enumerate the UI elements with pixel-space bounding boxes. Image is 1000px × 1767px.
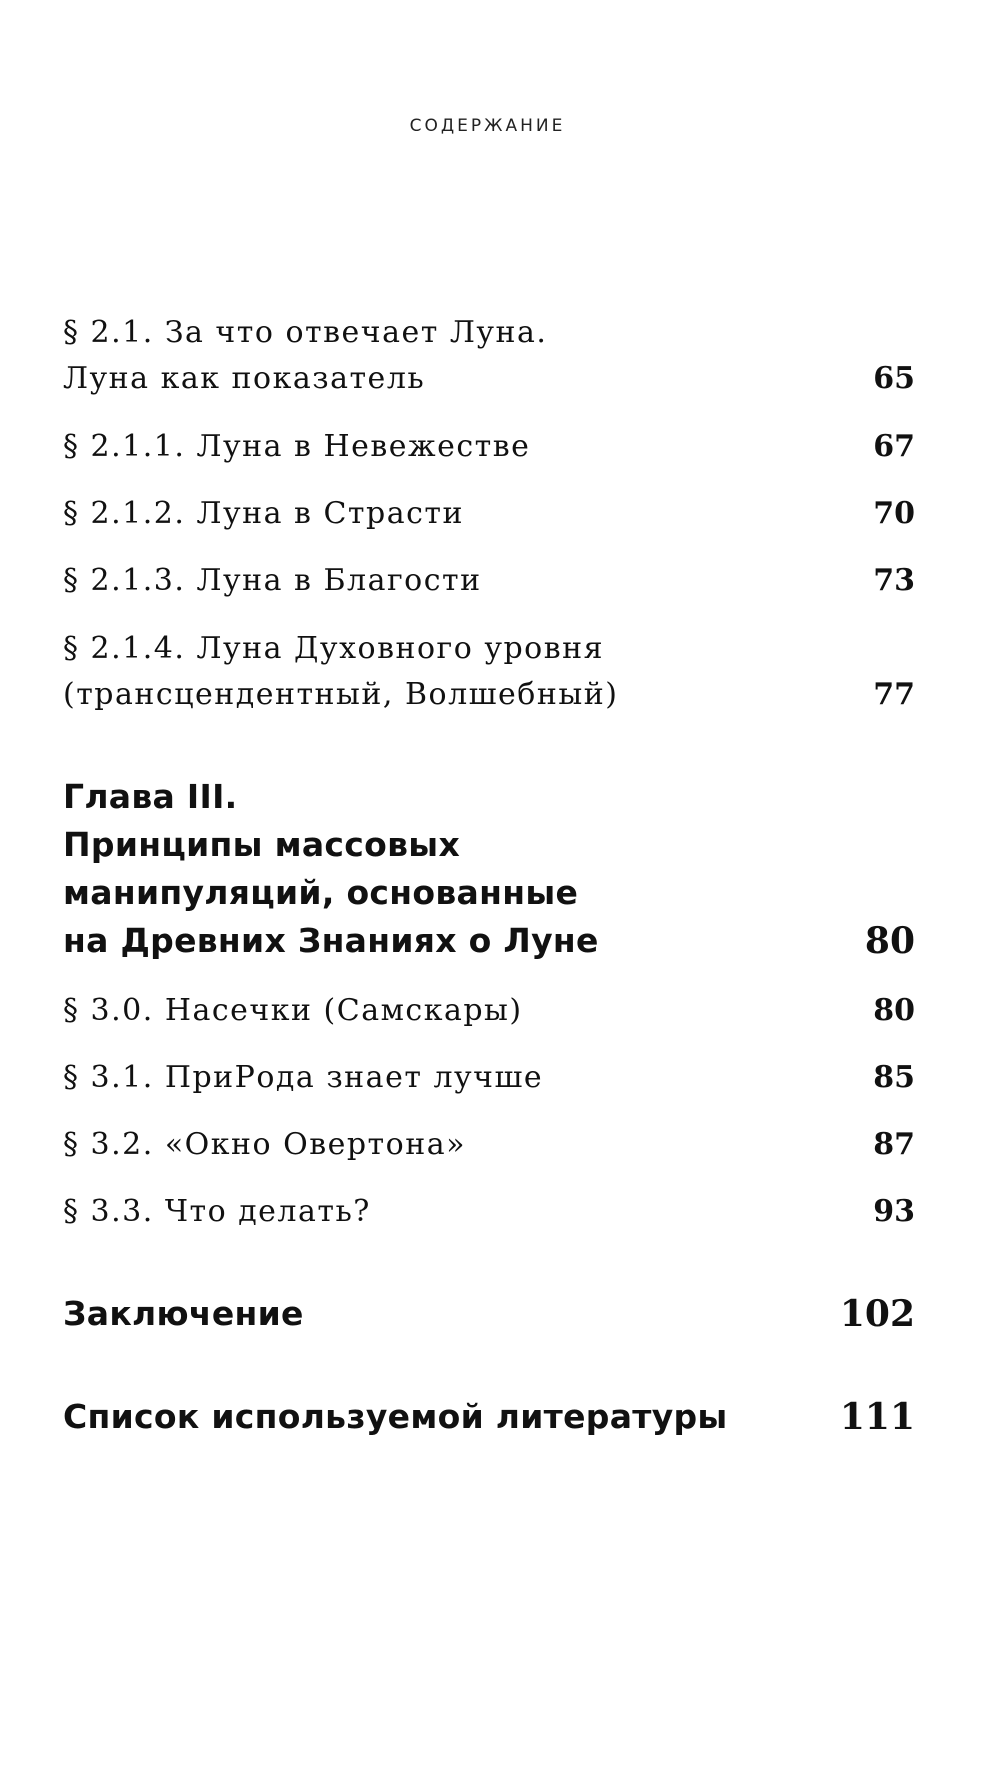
toc-entry-title: § 2.1.4. Луна Духовного уровня (трансцендентный, Волшебный) [63,631,619,712]
running-header: СОДЕРЖАНИЕ [409,116,566,136]
toc-entry-page: 80 [864,920,915,962]
toc-entry-2-1-2 [63,491,915,537]
toc-entry-title: Глава III. Принципы массовых манипуляций, основанные на Древних Знаниях о Луне [63,777,599,960]
toc-entry-2-1-3 [63,558,915,604]
toc-entry-title: § 2.1.1. Луна в Невежестве [63,429,531,464]
toc-entry-3-3 [63,1189,915,1235]
toc-entry-page: 111 [839,1396,915,1438]
toc-entry-page: 73 [873,563,915,598]
toc-entry-title: Список используемой литературы [63,1397,728,1436]
toc-entry-title: § 3.2. «Окно Овертона» [63,1127,466,1162]
toc-entry-2-1 [63,310,915,402]
toc-entry-page: 93 [873,1194,915,1229]
toc-entry-title: Заключение [63,1294,304,1333]
toc-entry-title: § 3.3. Что делать? [63,1194,371,1229]
toc-entry-page: 102 [839,1293,915,1335]
toc-entry-page: 87 [873,1127,915,1162]
toc-entry-page: 65 [873,361,915,396]
toc-entry-page: 67 [873,429,915,464]
toc-entry-bibliography [63,1392,915,1442]
toc-entry-3-2 [63,1122,915,1168]
toc-entry-title: § 3.0. Насечки (Самскары) [63,993,523,1028]
toc-entry-2-1-1 [63,424,915,470]
toc-entry-3-0 [63,988,915,1034]
toc-entry-page: 70 [873,496,915,531]
toc-entry-3-1 [63,1055,915,1101]
toc-entry-2-1-4 [63,626,915,718]
toc-entry-title: § 2.1.2. Луна в Страсти [63,496,465,531]
toc-entry-conclusion [63,1289,915,1339]
toc-entry-chapter-3 [63,773,915,965]
toc-entry-page: 80 [873,993,915,1028]
toc-entry-title: § 2.1. За что отвечает Луна. Луна как показатель [63,315,548,396]
toc-entry-title: § 3.1. ПриРода знает лучше [63,1060,544,1095]
toc-entry-title: § 2.1.3. Луна в Благости [63,563,482,598]
toc-entry-page: 77 [873,677,915,712]
toc-entry-page: 85 [873,1060,915,1095]
